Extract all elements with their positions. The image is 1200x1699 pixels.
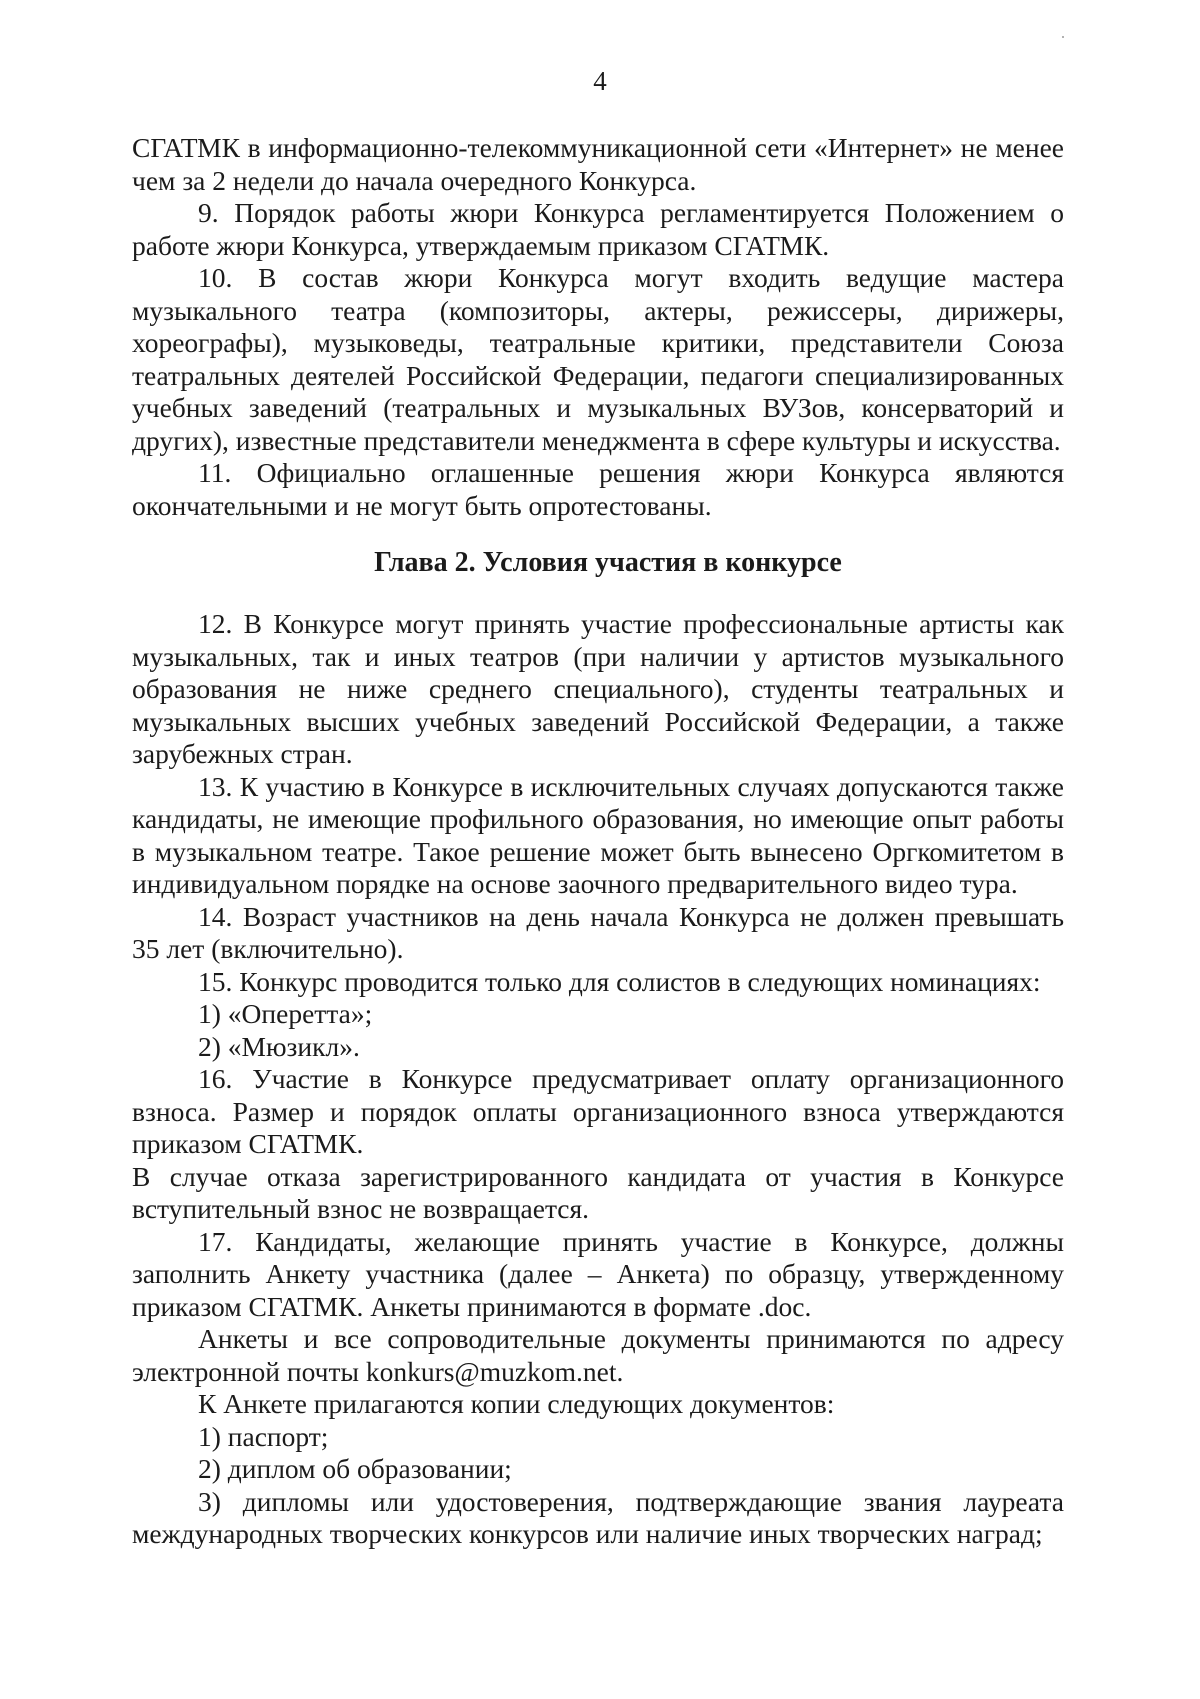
paragraph-12: 12. В Конкурсе могут принять участие профессиональные артисты как музыкальных, так и иных театров (при наличии у артистов музыкального образования не ниже среднего специального), студенты театральных и музыкальных высших учебных заведений Российской Федерации, а также зарубежных стран. xyxy=(132,608,1064,769)
document-item-passport: 1) паспорт; xyxy=(198,1420,329,1452)
paragraph-16-note: В случае отказа зарегистрированного кандидата от участия в Конкурсе вступительный взнос не возвращается. xyxy=(132,1160,1064,1224)
paragraph-9: 9. Порядок работы жюри Конкурса регламентируется Положением о работе жюри Конкурса, утверждаемым приказом СГАТМК. xyxy=(132,197,1064,261)
paragraph-17: 17. Кандидаты, желающие принять участие в Конкурсе, должны заполнить Анкету участника (далее – Анкета) по образцу, утвержденному приказом СГАТМК. Анкеты принимаются в формате .doc. xyxy=(132,1225,1064,1322)
page-number: 4 xyxy=(593,66,607,96)
paragraph-10: 10. В состав жюри Конкурса могут входить ведущие мастера музыкального театра (композиторы, актеры, режиссеры, дирижеры, хореографы), музыковеды, театральные критики, представители Союза театральных деятелей Российской Федерации, педагоги специализированных учебных заведений (театральных и музыкальных ВУЗов, консерваторий и других), известные представители менеджмента в сфере культуры и искусства. xyxy=(132,262,1064,456)
paragraph-17-email: Анкеты и все сопроводительные документы принимаются по адресу электронной почты konkurs@muzkom.net. xyxy=(132,1323,1064,1387)
chapter-title: Глава 2. Условия участия в конкурсе xyxy=(374,547,842,578)
paragraph-continuation: СГАТМК в информационно-телекоммуникационной сети «Интернет» не менее чем за 2 недели до начала очередного Конкурса. xyxy=(132,132,1064,196)
nomination-item-musical: 2) «Мюзикл». xyxy=(198,1030,360,1062)
paragraph-14: 14. Возраст участников на день начала Конкурса не должен превышать 35 лет (включительно). xyxy=(132,900,1064,964)
paragraph-11: 11. Официально оглашенные решения жюри Конкурса являются окончательными и не могут быть опротестованы. xyxy=(132,457,1064,521)
paragraph-16: 16. Участие в Конкурсе предусматривает оплату организационного взноса. Размер и порядок оплаты организационного взноса утверждаются приказом СГАТМК. xyxy=(132,1063,1064,1159)
paragraph-13: 13. К участию в Конкурсе в исключительных случаях допускаются также кандидаты, не имеющие профильного образования, но имеющие опыт работы в музыкальном театре. Такое решение может быть вынесено Оргкомитетом в индивидуальном порядке на основе заочного предварительного видео тура. xyxy=(132,770,1064,899)
document-item-awards: 3) дипломы или удостоверения, подтверждающие звания лауреата международных творческих конкурсов или наличие иных творческих наград; xyxy=(132,1485,1064,1549)
paragraph-17-documents: К Анкете прилагаются копии следующих документов: xyxy=(198,1388,835,1419)
paragraph-15: 15. Конкурс проводится только для солистов в следующих номинациях: xyxy=(198,965,1041,997)
scan-speck xyxy=(1062,36,1064,38)
nomination-item-operetta: 1) «Оперетта»; xyxy=(198,998,373,1029)
document-body xyxy=(132,132,1064,1551)
document-item-diploma: 2) диплом об образовании; xyxy=(198,1453,512,1484)
